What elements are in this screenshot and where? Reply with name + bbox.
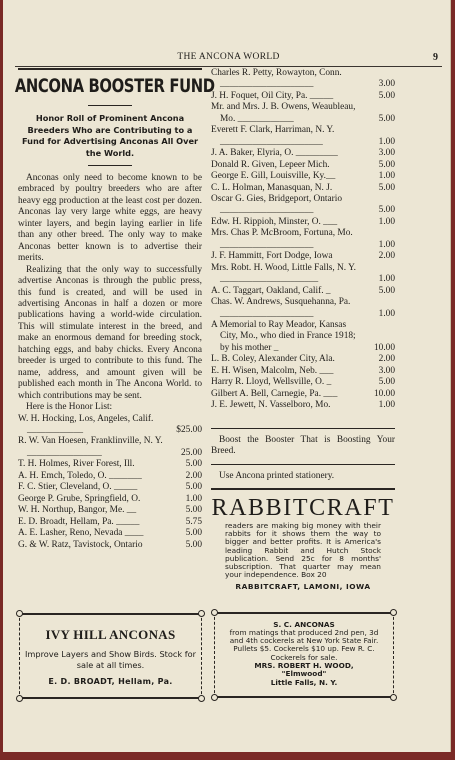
article-paragraph: Realizing that the only way to successfully advertise Anconas is through the public press, this fund is created, and will be used in advertising Anconas in half a dozen or more publications having a world-wide circulation. This will stimulate interest in the breed, and make an enormous demand for breeding stock, hatching eggs, and baby chicks. Every Ancona breeder is urged to contribute to this fund. The name, address, and amount given will be published each month in The Ancona World. to which contributions may be sent. bbox=[18, 264, 202, 401]
corner-ornament-icon bbox=[390, 694, 397, 701]
title-divider bbox=[88, 105, 132, 106]
honor-list-entry bbox=[211, 102, 395, 125]
honor-list-entry bbox=[211, 251, 395, 262]
contribution-amount: 5.75 bbox=[185, 516, 202, 527]
corner-ornament-icon bbox=[390, 609, 397, 616]
contribution-amount: 5.00 bbox=[185, 482, 202, 493]
contribution-amount: 5.00 bbox=[378, 90, 395, 101]
ivy-hill-body: Improve Layers and Show Birds. Stock for sale at all times. bbox=[25, 649, 196, 670]
honor-list-entry bbox=[18, 414, 202, 437]
contribution-amount: 1.00 bbox=[378, 171, 395, 182]
honor-list-entry bbox=[18, 540, 202, 551]
contributor-name: C. L. Holman, Manasquan, N. J. bbox=[211, 182, 333, 193]
magazine-title: THE ANCONA WORLD bbox=[177, 52, 280, 62]
sc-anconas-location: Little Falls, N. Y. bbox=[270, 677, 338, 687]
corner-ornament-icon bbox=[198, 695, 205, 702]
contributor-name: Gilbert A. Bell, Carnegie, Pa. ___ bbox=[211, 388, 338, 399]
contributor-name: A. H. Emch, Toledo, O. _______ bbox=[18, 470, 142, 481]
contribution-amount: 5.00 bbox=[378, 159, 395, 170]
contribution-amount: 10.00 bbox=[373, 388, 395, 399]
right-column bbox=[211, 68, 395, 593]
ad-top-rule bbox=[211, 488, 395, 490]
contribution-amount: 5.00 bbox=[185, 505, 202, 516]
contributor-name: W. H. Hocking, Los, Angeles, Calif. ____________ bbox=[18, 413, 154, 435]
contribution-amount: 5.00 bbox=[185, 459, 202, 470]
honor-list-entry bbox=[211, 148, 395, 159]
magazine-page bbox=[3, 0, 451, 752]
contributor-name: A. C. Taggart, Oakland, Calif. _ bbox=[211, 285, 331, 296]
page-number: 9 bbox=[433, 52, 438, 63]
corner-ornament-icon bbox=[211, 609, 218, 616]
honor-list-entry bbox=[18, 482, 202, 493]
contribution-amount: 1.00 bbox=[378, 274, 395, 285]
contribution-amount: 1.00 bbox=[185, 493, 202, 504]
honor-list-entry bbox=[211, 160, 395, 171]
contributor-name: W. H. Northup, Bangor, Me. __ bbox=[18, 505, 137, 516]
honor-list-entry bbox=[18, 505, 202, 516]
contribution-amount: 5.00 bbox=[378, 113, 395, 124]
honor-list-entry bbox=[18, 459, 202, 470]
honor-list-entry bbox=[211, 228, 395, 251]
contributor-name: J. H. Foquet, Oil City, Pa. _____ bbox=[211, 90, 334, 101]
contributor-name: Chas. W. Andrews, Susquehanna, Pa. ____________________ bbox=[211, 297, 351, 319]
honor-list-entry bbox=[211, 354, 395, 365]
contribution-amount: 1.00 bbox=[378, 136, 395, 147]
honor-list-entry bbox=[211, 297, 395, 320]
contribution-amount: 1.00 bbox=[378, 216, 395, 227]
honor-list-entry bbox=[211, 68, 395, 91]
boost-note: Boost the Booster That is Boosting Your Breed. bbox=[211, 434, 395, 457]
contribution-amount: 5.00 bbox=[185, 528, 202, 539]
contributor-name: A Memorial to Ray Meador, Kansas City, Mo., who died in France 1918; by his mother _ bbox=[211, 319, 356, 353]
honor-list-entry bbox=[211, 377, 395, 388]
contributor-name: T. H. Holmes, River Forest, Ill. bbox=[18, 459, 135, 470]
honor-list-left bbox=[18, 414, 202, 551]
ivy-hill-ad bbox=[19, 613, 202, 699]
honor-list-entry bbox=[211, 389, 395, 400]
rabbitcraft-address: RABBITCRAFT, LAMONI, IOWA bbox=[235, 582, 371, 592]
ivy-hill-title: IVY HILL ANCONAS bbox=[45, 627, 176, 642]
honor-list-right bbox=[211, 68, 395, 412]
honor-list-entry bbox=[18, 517, 202, 528]
rabbitcraft-body: readers are making big money with their rabbits for it shows them the way to bigger and better profits. It is America's leading Rabbit and Hutch Stock publication. Send 25c for 8 months' subscription. That quarter may mean your independence. Box 20 bbox=[225, 520, 381, 580]
contributor-name: G. & W. Ratz, Tavistock, Ontario bbox=[18, 539, 143, 550]
sc-anconas-farm: "Elmwood" bbox=[281, 669, 327, 679]
contribution-amount: 1.00 bbox=[378, 400, 395, 411]
corner-ornament-icon bbox=[16, 695, 23, 702]
contribution-amount: 5.00 bbox=[185, 539, 202, 550]
contribution-amount: 2.00 bbox=[185, 470, 202, 481]
subhead-divider bbox=[88, 165, 132, 166]
corner-ornament-icon bbox=[16, 610, 23, 617]
honor-list-entry bbox=[211, 171, 395, 182]
contribution-amount: 3.00 bbox=[378, 79, 395, 90]
section-divider bbox=[211, 464, 395, 465]
contributor-name: Edw. H. Rippioh, Minster, O. ___ bbox=[211, 216, 338, 227]
running-header bbox=[15, 52, 442, 67]
contributor-name: George E. Gill, Louisville, Ky.__ bbox=[211, 171, 336, 182]
contribution-amount: 10.00 bbox=[373, 342, 395, 353]
corner-ornament-icon bbox=[198, 610, 205, 617]
honor-list-entry bbox=[211, 400, 395, 411]
sc-anconas-body: from matings that produced 2nd pen, 3d and 4th cockerels at New York State Fair. Pullets $5. Cockerels $10 up. Few R. C. Cockerels for sale. bbox=[229, 628, 379, 662]
left-column bbox=[14, 68, 215, 551]
contributor-name: J. A. Baker, Elyria, O. _________ bbox=[211, 148, 338, 159]
honor-list-entry bbox=[211, 183, 395, 194]
contribution-amount: 5.00 bbox=[378, 182, 395, 193]
honor-list-entry bbox=[211, 366, 395, 377]
honor-list-entry bbox=[211, 320, 395, 354]
corner-ornament-icon bbox=[211, 694, 218, 701]
contributor-name: E. D. Broadt, Hellam, Pa. _____ bbox=[18, 516, 140, 527]
honor-list-entry bbox=[18, 528, 202, 539]
honor-list-entry bbox=[18, 471, 202, 482]
contribution-amount: 5.00 bbox=[378, 377, 395, 388]
sc-anconas-ad bbox=[214, 612, 394, 698]
contributor-name: Donald R. Given, Lepeer Mich. bbox=[211, 159, 330, 170]
contribution-amount: 3.00 bbox=[378, 148, 395, 159]
honor-list-entry bbox=[18, 436, 202, 459]
contribution-amount: 1.00 bbox=[378, 308, 395, 319]
contribution-amount: 2.00 bbox=[378, 354, 395, 365]
sc-anconas-seller: MRS. ROBERT H. WOOD, bbox=[254, 660, 354, 670]
contributor-name: J. E. Jewett, N. Vasselboro, Mo. bbox=[211, 400, 331, 411]
contribution-amount: 25.00 bbox=[180, 447, 202, 458]
honor-list-entry bbox=[211, 194, 395, 217]
contribution-amount: 5.00 bbox=[378, 205, 395, 216]
contributor-name: Mrs. Robt. H. Wood, Little Falls, N. Y. _____________________ bbox=[211, 262, 356, 285]
honor-list-entry bbox=[211, 125, 395, 148]
contributor-name: L. B. Coley, Alexander City, Ala. bbox=[211, 354, 335, 365]
contribution-amount: 5.00 bbox=[378, 285, 395, 296]
article-paragraph: Anconas only need to become known to be embraced by poultry breeders who are after heavy egg production at the least cost per dozen. Anconas lay very large white eggs, are heavy winter layers, and begin laying earlier in life than any other breed. The only way to make Anconas better known is to advertise their merits. bbox=[18, 173, 202, 264]
rabbitcraft-title: RABBITCRAFT bbox=[211, 494, 395, 521]
contributor-name: Oscar G. Gies, Bridgeport, Ontario ____________________ bbox=[211, 193, 343, 216]
ivy-hill-address: E. D. BROADT, Hellam, Pa. bbox=[48, 677, 173, 686]
contributor-name: Mrs. Chas P. McBroom, Fortuna, Mo. ____________________ bbox=[211, 228, 353, 250]
column-top-rule bbox=[18, 68, 202, 70]
article-paragraph: Here is the Honor List: bbox=[26, 402, 113, 413]
honor-list-entry bbox=[18, 494, 202, 505]
contributor-name: Mr. and Mrs. J. B. Owens, Weaubleau, Mo. ____________ bbox=[211, 102, 356, 124]
article-subhead: Honor Roll of Prominent Ancona Breeders Who are Contributing to a Fund for Advertising Anconas All Over the World. bbox=[21, 113, 199, 158]
contribution-amount: 3.00 bbox=[378, 365, 395, 376]
contributor-name: R. W. Van Hoesen, Franklinville, N. Y. ________________ bbox=[18, 436, 163, 458]
contributor-name: Everett F. Clark, Harriman, N. Y. ______________________ bbox=[211, 125, 335, 147]
contribution-amount: 2.00 bbox=[378, 251, 395, 262]
honor-list-entry bbox=[211, 217, 395, 228]
contributor-name: Harry R. Lloyd, Wellsville, O. _ bbox=[211, 377, 332, 388]
contribution-amount: $25.00 bbox=[176, 424, 202, 435]
honor-list-entry bbox=[211, 263, 395, 286]
contributor-name: Charles R. Petty, Rowayton, Conn. ____________________ bbox=[211, 68, 342, 90]
contributor-name: E. H. Wisen, Malcolm, Neb. ___ bbox=[211, 365, 334, 376]
sc-anconas-title: S. C. ANCONAS bbox=[273, 620, 335, 629]
contributor-name: J. F. Hammitt, Fort Dodge, Iowa bbox=[211, 251, 333, 262]
honor-list-entry bbox=[211, 286, 395, 297]
honor-list-entry bbox=[211, 91, 395, 102]
contributor-name: George P. Grube, Springfield, O. bbox=[18, 493, 141, 504]
article-title: ANCONA BOOSTER FUND bbox=[14, 75, 215, 97]
contribution-amount: 1.00 bbox=[378, 239, 395, 250]
contributor-name: F. C. Stier, Cleveland, O. _____ bbox=[18, 482, 138, 493]
section-divider bbox=[211, 428, 395, 429]
stationery-note: Use Ancona printed stationery. bbox=[219, 470, 335, 481]
rabbitcraft-ad bbox=[211, 496, 395, 593]
contributor-name: A. E. Lasher, Reno, Nevada ____ bbox=[18, 528, 144, 539]
